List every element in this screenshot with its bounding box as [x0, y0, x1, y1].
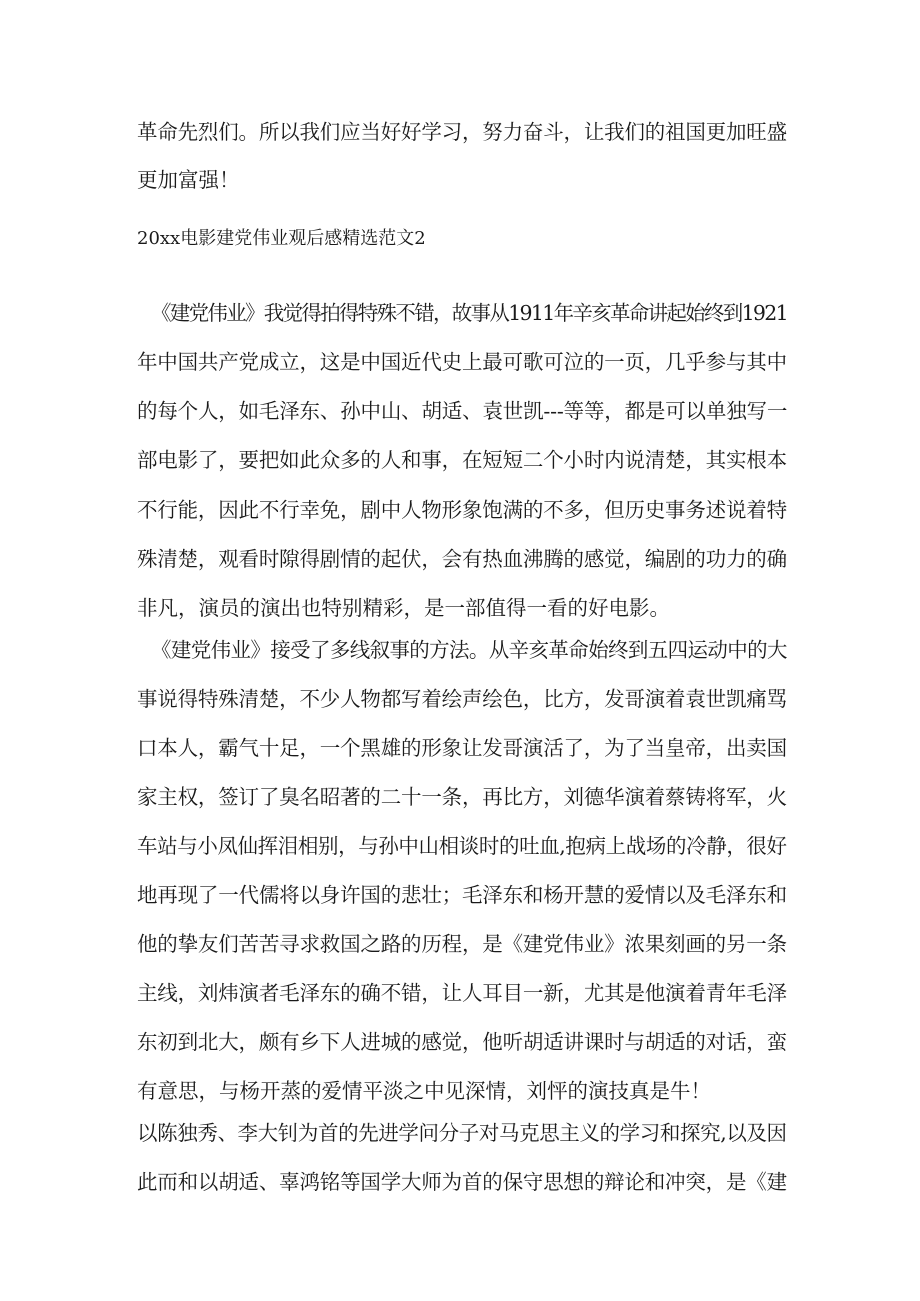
- paragraph-line: 的每个人，如毛泽东、孙中山、胡适、袁世凯---等等，都是可以单独写一: [137, 399, 788, 423]
- paragraph-line: 非凡，演员的演出也特别精彩，是一部值得一看的好电影。: [137, 596, 670, 620]
- paragraph-line: 不行能，因此不行幸免，剧中人物形象饱满的不多，但历史事务述说着特: [137, 498, 787, 522]
- intro-line: 更加富强！: [137, 168, 240, 192]
- paragraph-line: 部电影了，要把如此众多的人和事，在短短二个小时内说清楚，其实根本: [137, 448, 787, 472]
- paragraph-line: 家主权，签订了臭名昭著的二十一条，再比方，刘德华演着蔡铸将军，火: [137, 785, 787, 809]
- paragraph-line: 车站与小凤仙挥泪相别，与孙中山相谈时的吐血,抱病上战场的冷静，很好: [137, 834, 787, 858]
- paragraph-line: 以陈独秀、李大钊为首的先进学问分子对马克思主义的学习和探究,以及因: [137, 1121, 787, 1145]
- paragraph-line: 此而和以胡适、辜鸿铭等国学大师为首的保守思想的辩论和冲突，是《建: [137, 1170, 787, 1194]
- section-heading: 20xx电影建党伟业观后感精选范文2: [137, 228, 426, 249]
- paragraph-line: 主线，刘炜演者毛泽东的确不错，让人耳目一新，尤其是他演着青年毛泽: [137, 981, 787, 1005]
- paragraph-line: 东初到北大，颇有乡下人进城的感觉，他听胡适讲课时与胡适的对话，蛮: [137, 1030, 787, 1054]
- paragraph-line: 他的挚友们苦苦寻求救国之路的历程，是《建党伟业》浓果刻画的另一条: [137, 932, 787, 956]
- paragraph-line: 事说得特殊清楚，不少人物都写着绘声绘色，比方，发哥演着袁世凯痛骂: [137, 687, 787, 711]
- paragraph-line: 年中国共产党成立，这是中国近代史上最可歌可泣的一页，几乎参与其中: [137, 350, 787, 374]
- paragraph-line: 殊清楚，观看时隙得剧情的起伏，会有热血沸腾的感觉，编剧的功力的确: [137, 547, 787, 571]
- paragraph-line: 《建党伟业》我觉得拍得特殊不错，故事从1911年辛亥革命讲起始终到1921: [151, 301, 787, 325]
- paragraph-line: 有意思，与杨开蒸的爱情平淡之中见深情，刘怦的演技真是牛！: [137, 1079, 711, 1103]
- intro-line: 革命先烈们。所以我们应当好好学习，努力奋斗，让我们的祖国更加旺盛: [137, 120, 787, 144]
- paragraph-line: 地再现了一代儒将以身许国的悲壮；毛泽东和杨开慧的爱情以及毛泽东和: [137, 883, 787, 907]
- paragraph-line: 《建党伟业》接受了多线叙事的方法。从辛亥革命始终到五四运动中的大: [151, 638, 787, 662]
- paragraph-line: 口本人，霸气十足，一个黑雄的形象让发哥演活了，为了当皇帝，出卖国: [137, 736, 787, 760]
